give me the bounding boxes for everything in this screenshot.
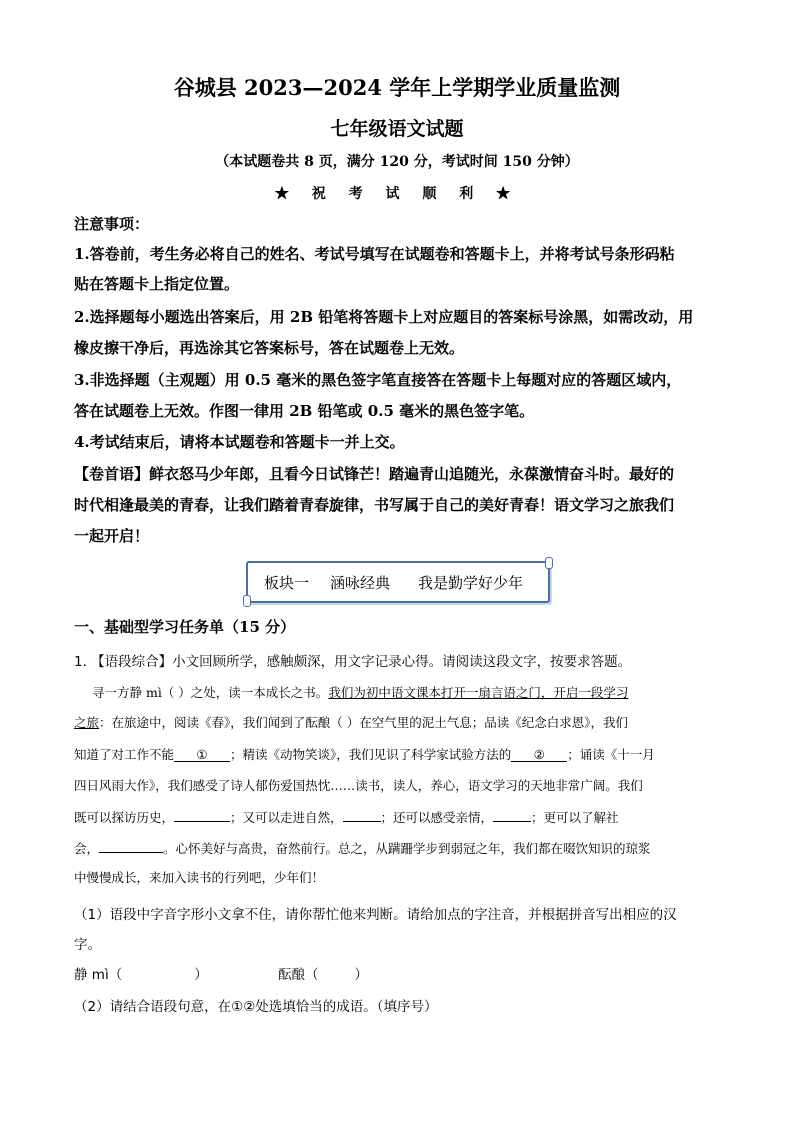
passage-text: 知道了对工作不能 <box>74 747 175 762</box>
underlined-sentence: 我们为初中语文课本打开一扇言语之门，开启一段学习 <box>328 685 629 700</box>
notice-item-2-line-1: 2.选择题每小题选出答案后，用 2B 铅笔将答题卡上对应题目的答案标号涂黑，如需改动，用 <box>74 308 694 326</box>
scroll-curl-icon <box>545 557 553 569</box>
blessing-line: ★ 祝 考 试 顺 利 ★ <box>274 186 520 202</box>
subquestion-1-line-2: 字。 <box>74 937 101 953</box>
passage-text: ；更可以了解社 <box>531 810 619 825</box>
passage-text: 既可以探访历史， <box>74 810 175 825</box>
passage-line <box>74 713 628 731</box>
passage-text: 。心怀美好与高贵，奋然前行。总之，从蹒跚学步到弱冠之年，我们都在啜饮知识的琼浆 <box>163 841 651 856</box>
field-label: 酝酿（ <box>278 967 319 983</box>
exam-subtitle: 七年级语文试题 <box>330 118 464 140</box>
passage-line <box>92 683 628 701</box>
blank-society[interactable] <box>99 838 163 853</box>
preface-line-3: 一起开启！ <box>74 527 150 545</box>
blank-family[interactable] <box>493 807 531 822</box>
subquestion-1-line-1: （1）语段中字音字形小文拿不住，请你帮忙他来判断。请给加点的字注音，并根据拼音写出相应的汉 <box>74 907 677 923</box>
blank-history[interactable] <box>174 807 230 822</box>
passage-text: ；诵读《十一月 <box>567 747 655 762</box>
passage-line <box>74 776 643 794</box>
section-banner <box>246 561 550 603</box>
passage-text: 寻一方静 mì（ ）之处，读一本成长之书。 <box>92 685 329 700</box>
notice-item-3-line-1: 3.非选择题（主观题）用 0.5 毫米的黑色签字笔直接答在答题卡上每题对应的答题区域内， <box>74 371 682 389</box>
passage-text: 中慢慢成长，来加入读书的行列吧，少年们！ <box>74 870 325 885</box>
passage-line <box>74 868 324 886</box>
field-label: ） <box>354 967 368 983</box>
notice-item-4: 4.考试结束后，请将本试题卷和答题卡一并上交。 <box>74 433 405 451</box>
blank-2[interactable]: ② <box>511 747 567 762</box>
passage-text: ；还可以感受亲情， <box>380 810 494 825</box>
exam-title: 谷城县 2023—2024 学年上学期学业质量监测 <box>173 75 621 100</box>
passage-line <box>74 807 619 826</box>
underlined-sentence: 之旅 <box>74 715 100 730</box>
banner-part: 板块一 <box>264 574 310 592</box>
blank-nature[interactable] <box>343 807 381 822</box>
blank-1[interactable]: ① <box>174 747 230 762</box>
section-heading: 一、基础型学习任务单（15 分） <box>74 618 296 636</box>
passage-text: ；又可以走进自然， <box>230 810 343 825</box>
field-label: ） <box>194 967 208 983</box>
notice-item-1-line-1: 1.答卷前，考生务必将自己的姓名、考试号填写在试题卷和答题卡上，并将考试号条形码粘 <box>74 245 675 263</box>
notice-heading: 注意事项： <box>74 215 150 233</box>
passage-text: 会， <box>74 841 100 856</box>
passage-line <box>74 745 655 763</box>
pinyin-answer-field[interactable] <box>278 963 368 983</box>
pinyin-answer-field[interactable] <box>74 963 208 983</box>
exam-info: （本试题卷共 8 页，满分 120 分，考试时间 150 分钟） <box>215 154 579 170</box>
passage-text: ；精读《动物笑谈》，我们见识了科学家试验方法的 <box>230 747 512 762</box>
passage-line <box>74 838 651 857</box>
subquestion-2: （2）请结合语段句意，在①②处选填恰当的成语。（填序号） <box>74 999 438 1015</box>
notice-item-3-line-2: 答在试题卷上无效。作图一律用 2B 铅笔或 0.5 毫米的黑色签字笔。 <box>74 402 535 420</box>
notice-item-2-line-2: 橡皮擦干净后，再选涂其它答案标号，答在试题卷上无效。 <box>74 339 465 357</box>
banner-motto: 我是勤学好少年 <box>418 574 524 592</box>
banner-theme: 涵咏经典 <box>330 574 391 592</box>
scroll-curl-icon <box>243 595 251 607</box>
preface-line-1: 【卷首语】鲜衣怒马少年郎，且看今日试锋芒！踏遍青山追随光，永葆激情奋斗时。最好的 <box>74 465 675 483</box>
field-label: 静 mì（ <box>74 967 123 983</box>
passage-text: 四日风雨大作》，我们感受了诗人郁伤爱国热忱……读书，读人，养心，语文学习的天地非常广阔。我们 <box>74 778 643 793</box>
passage-text: ：在旅途中，阅读《春》，我们闻到了酝酿（ ）在空气里的泥土气息；品读《纪念白求恩》，我们 <box>99 715 628 730</box>
question-intro: 1. 【语段综合】小文回顾所学，感触颇深，用文字记录心得。请阅读这段文字，按要求答题。 <box>74 654 632 670</box>
notice-item-1-line-2: 贴在答题卡上指定位置。 <box>74 275 240 293</box>
preface-line-2: 时代相逢最美的青春，让我们踏着青春旋律，书写属于自己的美好青春！语文学习之旅我们 <box>74 496 675 514</box>
